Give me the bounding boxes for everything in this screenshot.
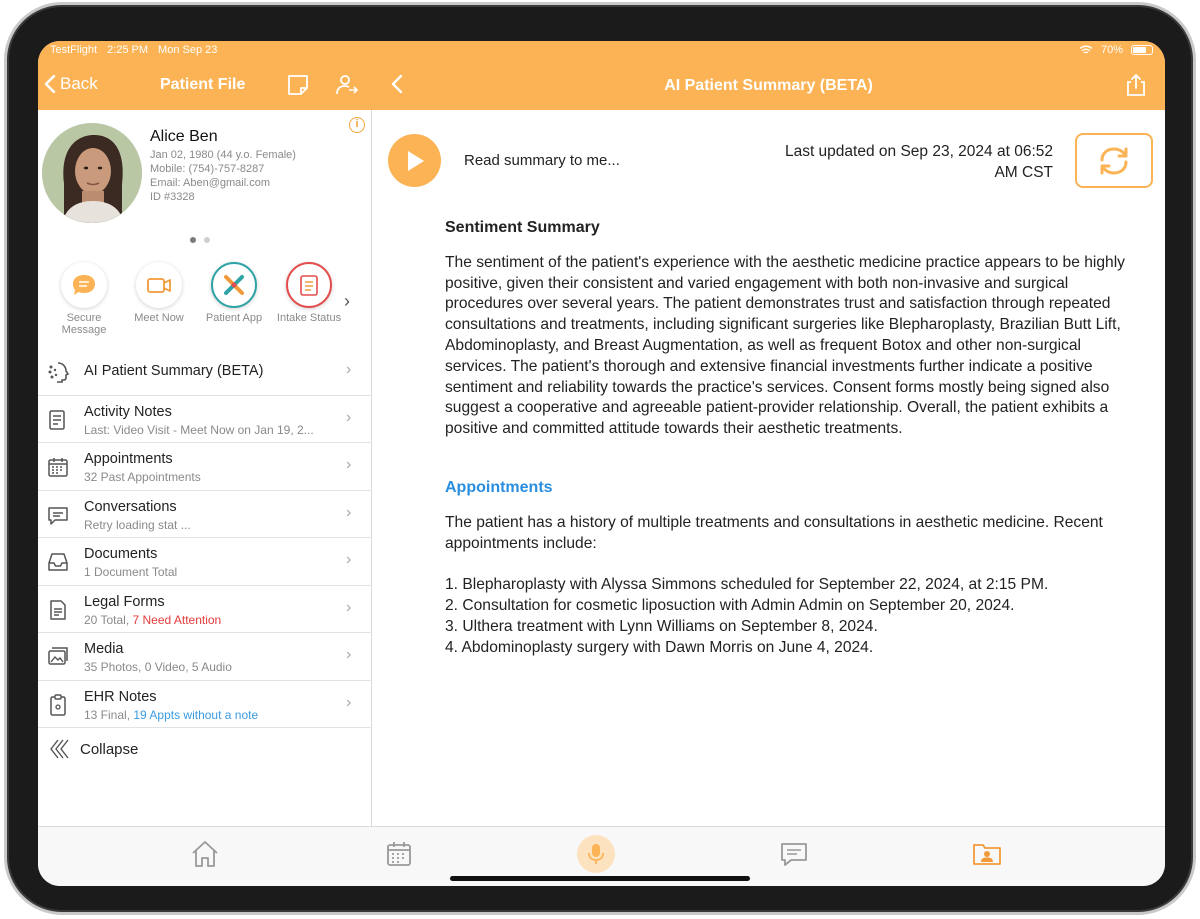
collapse-button[interactable] [48, 738, 138, 760]
tab-calendar[interactable] [382, 837, 416, 871]
patient-mobile: Mobile: (754)-757-8287 [150, 163, 265, 175]
patient-file-pane [38, 41, 372, 826]
patient-name: Alice Ben [150, 128, 218, 145]
play-button[interactable] [388, 134, 441, 187]
menu-item-ehr-notes[interactable] [38, 681, 372, 729]
status-app: TestFlight [50, 44, 98, 56]
legal-forms-total: 20 Total, [84, 612, 130, 627]
menu-item-title: Conversations [84, 498, 177, 515]
read-summary-label[interactable]: Read summary to me... [464, 152, 620, 169]
list-item: 1. Blepharoplasty with Alyssa Simmons scheduled for September 22, 2024, at 2:15 PM. [445, 576, 1049, 594]
patient-dob: Jan 02, 1980 (44 y.o. Female) [150, 149, 296, 161]
ehr-final-count: 13 Final, [84, 707, 131, 722]
back-label: Back [60, 74, 98, 93]
patient-id: ID #3328 [150, 191, 195, 203]
chevron-right-icon: › [346, 456, 352, 473]
menu-item-ai-summary[interactable] [38, 348, 372, 396]
menu-item-media[interactable] [38, 633, 372, 681]
patient-menu [38, 348, 372, 728]
patient-folder-icon [972, 841, 1002, 867]
secure-message-label: Secure Message [61, 312, 107, 336]
chevron-left-icon [44, 75, 56, 93]
chevron-right-icon: › [346, 503, 352, 521]
menu-item-title: Media [84, 641, 124, 657]
menu-item-activity-notes[interactable] [38, 396, 372, 444]
double-chevron-left-icon [48, 738, 70, 760]
ai-head-icon [46, 360, 70, 384]
microphone-icon [586, 842, 606, 866]
menu-item-documents[interactable] [38, 538, 372, 586]
menu-item-subtitle: Retry loading stat ... [84, 517, 191, 532]
menu-item-subtitle: Last: Video Visit - Meet Now on Jan 19, 2... [84, 422, 314, 437]
list-item: 3. Ulthera treatment with Lynn Williams on September 8, 2024. [445, 617, 878, 635]
menu-item-conversations[interactable] [38, 491, 372, 539]
tab-patient-file[interactable] [970, 837, 1004, 871]
left-nav-title: Patient File [160, 76, 246, 93]
menu-item-legal-forms[interactable] [38, 586, 372, 634]
intake-status-label: Intake Status [276, 312, 342, 324]
menu-item-subtitle [84, 613, 221, 627]
notes-icon [46, 408, 70, 432]
list-item: 4. Abdominoplasty surgery with Dawn Morris on June 4, 2024. [445, 638, 874, 656]
patient-app-label: Patient App [205, 312, 263, 324]
share-button[interactable] [1125, 73, 1147, 102]
share-icon [1125, 73, 1147, 97]
status-date: Mon Sep 23 [158, 44, 218, 56]
chevron-right-icon: › [346, 408, 352, 426]
home-indicator [450, 876, 750, 881]
summary-content [445, 218, 1135, 659]
list-item: 2. Consultation for cosmetic liposuction with Admin Admin on September 20, 2024. [445, 597, 1015, 615]
sentiment-heading: Sentiment Summary [445, 219, 600, 236]
refresh-button[interactable] [1075, 133, 1153, 188]
menu-item-appointments[interactable] [38, 443, 372, 491]
video-camera-icon [136, 262, 182, 308]
menu-item-subtitle: 35 Photos, 0 Video, 5 Audio [84, 660, 232, 674]
appointments-intro: The patient has a history of multiple treatments and consultations in aesthetic medicine. Recent appointments include: [445, 513, 1103, 552]
chevron-right-icon: › [346, 693, 352, 711]
patient-app-icon [211, 262, 257, 308]
screen [38, 41, 1165, 886]
last-updated-text [738, 141, 1053, 183]
calendar-icon [46, 455, 70, 479]
battery-icon [1131, 45, 1153, 55]
back-button[interactable] [44, 74, 98, 94]
right-nav-title: AI Patient Summary (BETA) [664, 77, 873, 94]
battery-percent: 70% [1100, 44, 1123, 56]
patient-email: Email: Aben@gmail.com [150, 177, 270, 189]
intake-status-button[interactable] [274, 262, 344, 324]
menu-item-title: Activity Notes [84, 403, 172, 420]
tab-voice[interactable] [577, 835, 615, 873]
chevron-right-icon: › [346, 646, 352, 663]
ehr-missing-notes-link[interactable]: 19 Appts without a note [133, 707, 259, 722]
menu-item-title: Documents [84, 546, 158, 562]
chat-icon [46, 503, 70, 527]
appointments-heading: Appointments [445, 478, 553, 496]
meet-now-button[interactable] [124, 262, 194, 324]
avatar [42, 123, 142, 223]
chevron-right-icon: › [346, 361, 352, 378]
sentiment-text: The sentiment of the patient's experience with the aesthetic medicine practice appears to be highly positive, given their consistent and varied engagement with both non-invasive and surgical procedures over several years. The patient demonstrates trust and satisfaction through repeated consultations and treatments, including significant surgeries like Blepharoplasty, Brazilian Butt Lift, Abdominoplasty, and Breast Augmentation, as well as frequent Botox and other non-surgical services. The patient's thorough and extensive financial investments further indicate a positive sentiment and reliability towards the practice's services. Consent forms mostly being signed also suggest a cooperative and agreeable patient-provider relationship. Overall, the patient exhibits a positive and committed attitude towards their aesthetic treatments. [445, 253, 1125, 438]
legal-forms-alert: 7 Need Attention [132, 612, 222, 627]
menu-item-title: AI Patient Summary (BETA) [84, 363, 264, 379]
info-icon[interactable]: i [349, 117, 365, 133]
clipboard-list-icon [286, 262, 332, 308]
menu-item-title: Legal Forms [84, 593, 165, 610]
secure-message-button[interactable] [49, 262, 119, 336]
last-updated-line1: Last updated on Sep 23, 2024 at 06:52 [784, 143, 1053, 160]
note-icon[interactable] [286, 73, 310, 97]
status-bar [38, 41, 1165, 61]
chat-icon [779, 840, 809, 868]
menu-item-subtitle: 32 Past Appointments [84, 470, 201, 484]
meet-now-label: Meet Now [134, 312, 184, 324]
chevron-right-icon: › [346, 598, 352, 616]
last-updated-line2: AM CST [994, 164, 1053, 181]
inbox-tray-icon [46, 550, 70, 574]
clipboard-icon [46, 693, 70, 717]
document-icon [46, 598, 70, 622]
patient-app-button[interactable] [199, 262, 269, 324]
provider-switch-icon[interactable] [335, 73, 359, 97]
menu-item-title: Appointments [84, 451, 173, 467]
calendar-icon [385, 840, 413, 868]
photos-icon [46, 645, 70, 669]
menu-item-subtitle: 1 Document Total [84, 565, 178, 579]
chevron-right-icon[interactable]: › [344, 291, 350, 311]
tab-messages[interactable] [777, 837, 811, 871]
tab-home[interactable] [188, 837, 222, 871]
chevron-right-icon: › [346, 551, 352, 568]
home-icon [190, 839, 220, 869]
play-icon [404, 149, 426, 173]
right-nav-bar [372, 61, 1165, 110]
collapse-label: Collapse [80, 740, 139, 758]
wifi-icon [1079, 45, 1093, 55]
status-time: 2:25 PM [107, 44, 149, 56]
chat-bubble-icon [61, 262, 107, 308]
left-nav-bar [38, 61, 372, 110]
patient-details [150, 148, 296, 204]
page-indicator[interactable] [190, 237, 210, 243]
appointments-list [445, 575, 1135, 658]
refresh-icon [1095, 144, 1133, 178]
menu-item-title: EHR Notes [84, 688, 157, 705]
menu-item-subtitle [84, 708, 258, 722]
